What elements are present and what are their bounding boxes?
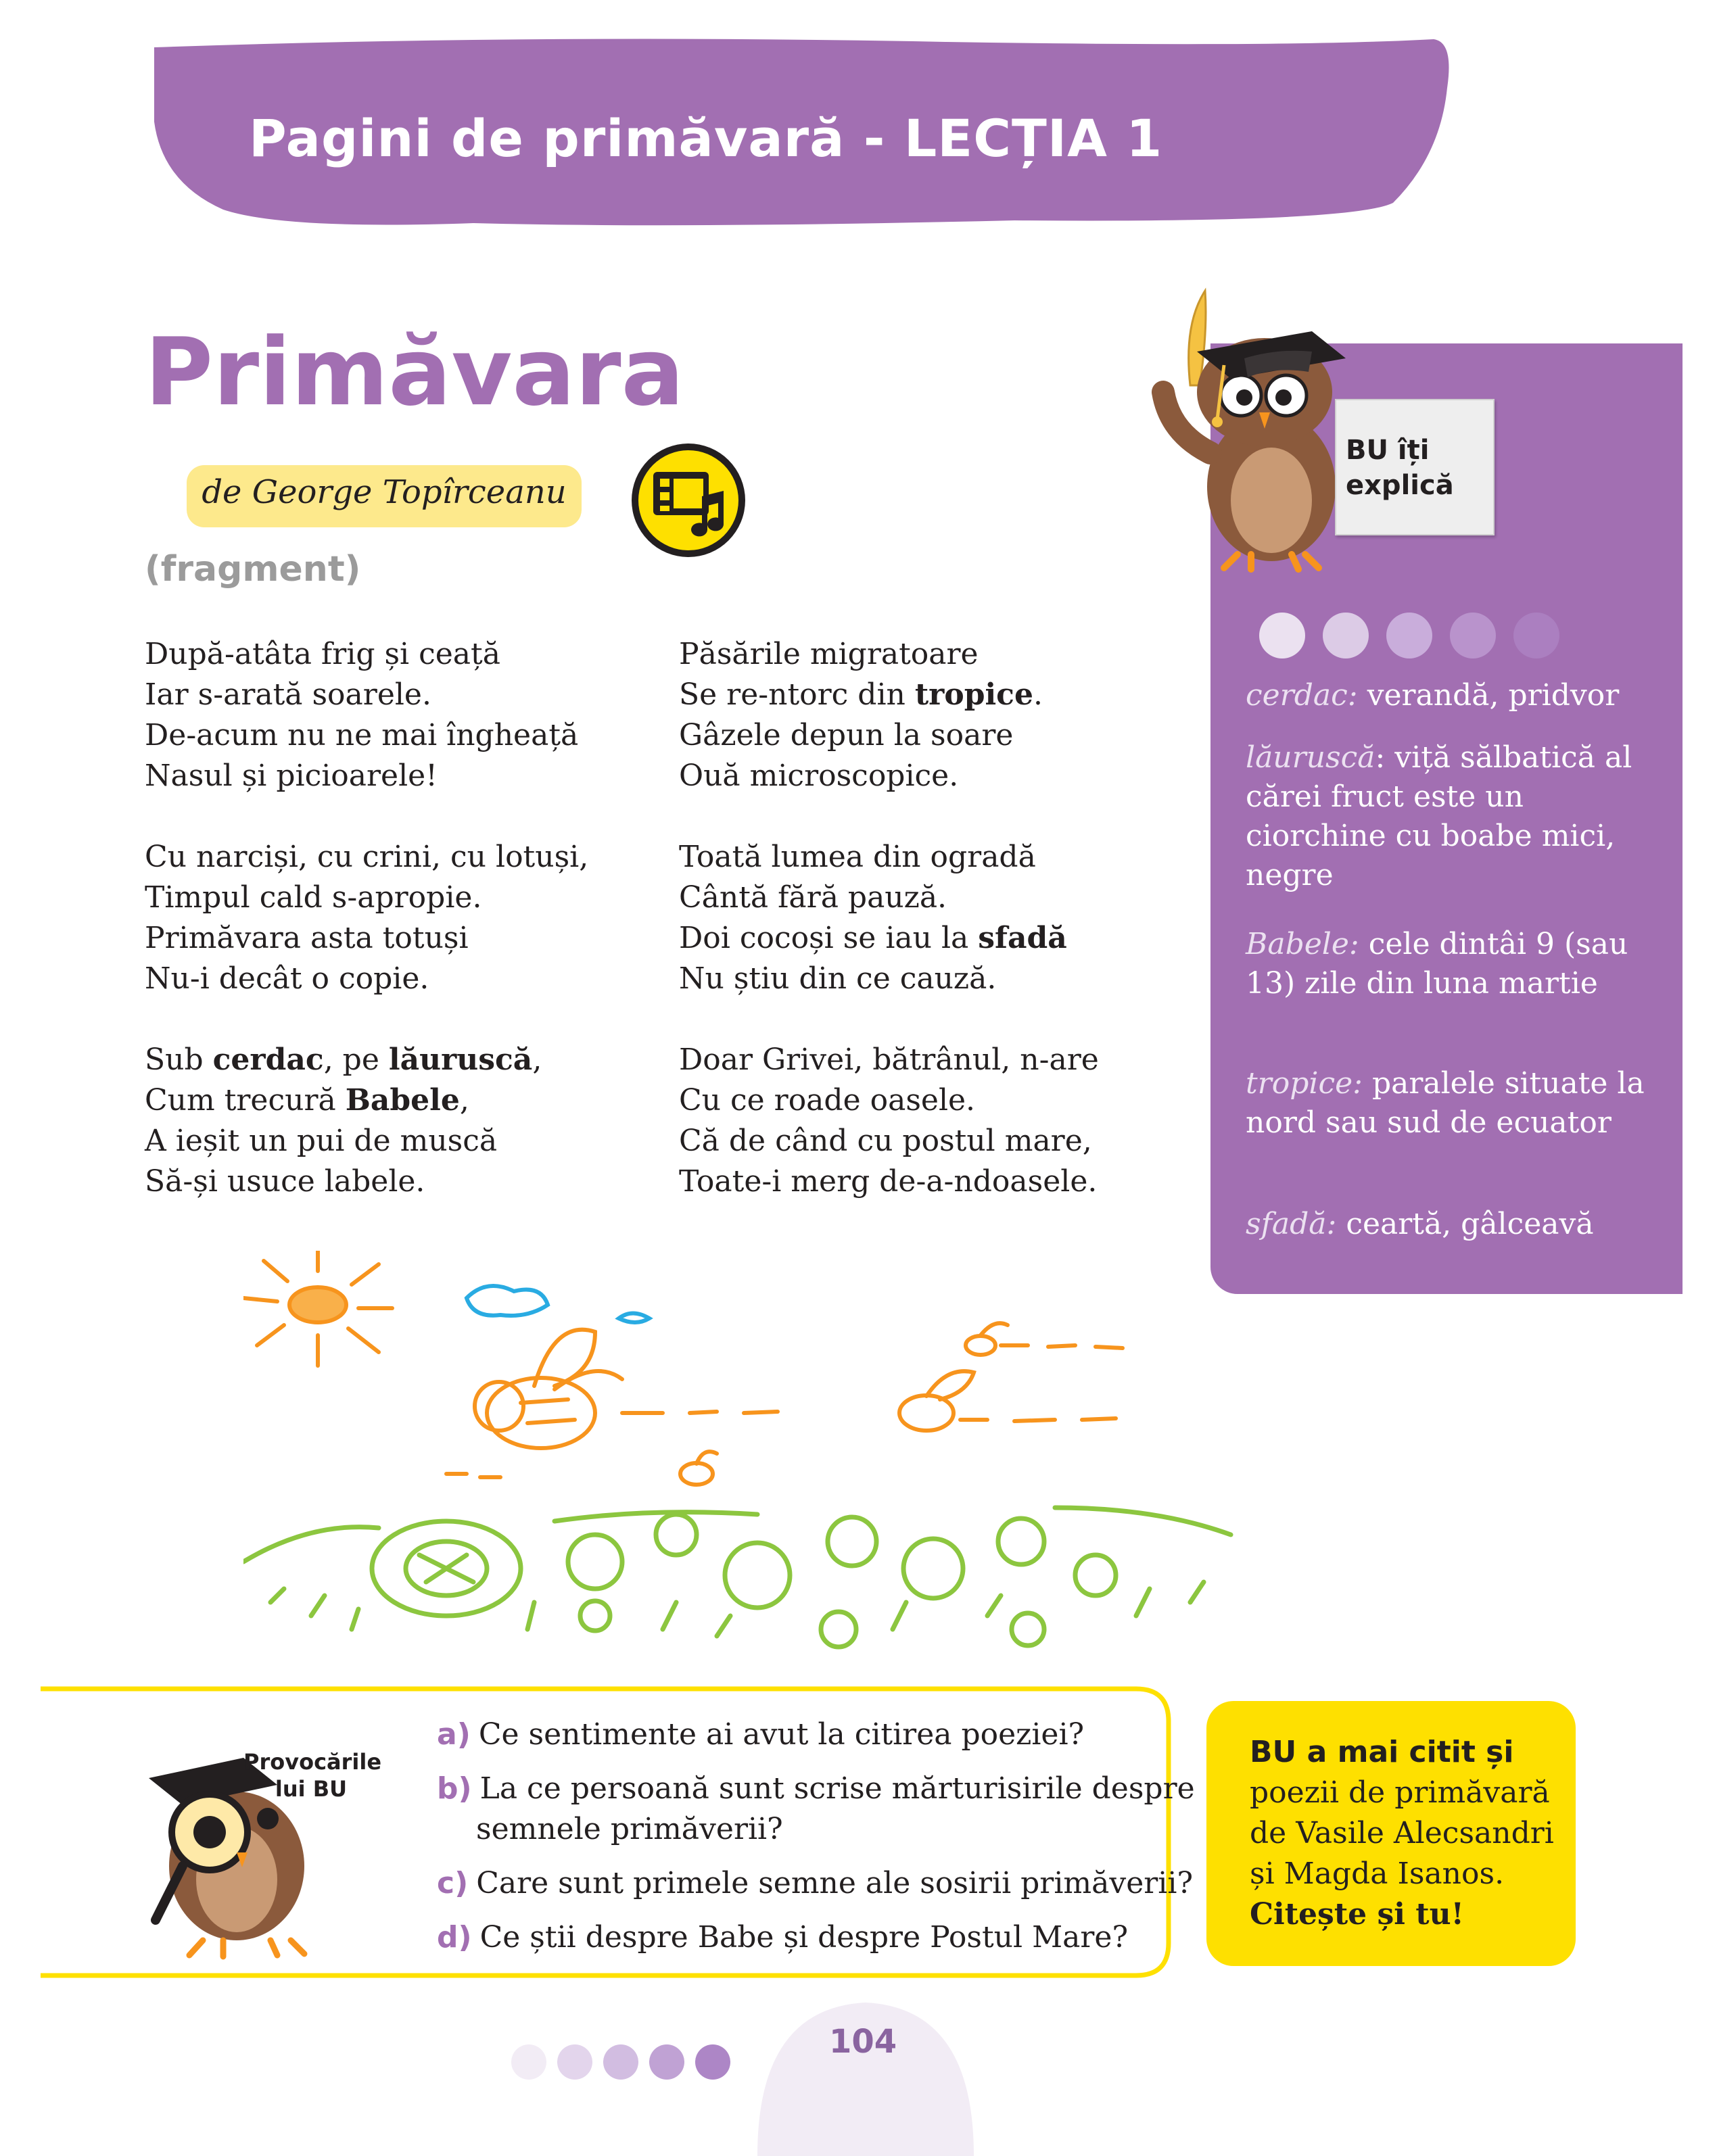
question-letter: c)	[437, 1866, 469, 1900]
poem-line: Sub cerdac, pe lăuruscă,	[145, 1043, 542, 1077]
glossary-entry: Babele: cele dintâi 9 (sau 13) zile din luna martie	[1246, 927, 1628, 1001]
lesson-title: Pagini de primăvară - LECȚIA 1	[249, 108, 1163, 168]
challenges-badge: Provocările lui BU	[243, 1749, 382, 1802]
stanza-3	[145, 1040, 542, 1202]
poem-line: Nasul și picioarele!	[145, 759, 438, 793]
glossed-word: lăuruscă	[388, 1043, 533, 1077]
poem-line: Doi cocoși se iau la sfadă	[679, 921, 1067, 955]
stanza-6	[679, 1040, 1099, 1202]
stanza-4	[679, 634, 1043, 796]
poem-line: De-acum nu ne mai îngheață	[145, 718, 579, 752]
poem-line: Timpul cald s-apropie.	[145, 880, 482, 915]
decorative-dots	[1258, 611, 1569, 658]
glossed-word: sfadă	[978, 921, 1067, 955]
poem-title: Primăvara	[145, 318, 684, 427]
poem-line: Primăvara asta totuși	[145, 921, 469, 955]
poem-line: Gâzele depun la soare	[679, 718, 1014, 752]
question-c: c) Care sunt primele semne ale sosirii primăverii?	[437, 1866, 1194, 1900]
stanza-2	[145, 837, 588, 999]
poem-line: Nu știu din ce cauză.	[679, 961, 997, 996]
stanza-1	[145, 634, 578, 796]
poem-line: Ouă microscopice.	[679, 759, 959, 793]
question-letter: d)	[437, 1920, 472, 1955]
glossary-entry: tropice: paralele situate la nord sau sud de ecuator	[1246, 1066, 1645, 1140]
glossary-entry: lăuruscă: viță sălbatică al cărei fruct este un ciorchine cu boabe mici, negre	[1246, 740, 1632, 892]
glossed-word: tropice	[914, 677, 1033, 712]
poem-line: Cu ce roade oasele.	[679, 1083, 976, 1118]
poem-line: Păsările migratoare	[679, 637, 979, 671]
poem-line: După-atâta frig și ceață	[145, 637, 500, 671]
poem-line: Să-și usuce labele.	[145, 1164, 425, 1199]
spring-doodle-illustration	[243, 1251, 1258, 1670]
reading-heading: BU a mai citit și	[1250, 1735, 1514, 1769]
reading-cta: Citește și tu!	[1250, 1897, 1464, 1932]
poem-line: Iar s-arată soarele.	[145, 677, 431, 712]
poem-line: Cântă fără pauză.	[679, 880, 947, 915]
poem-line: Cum trecură Babele,	[145, 1083, 469, 1118]
bu-explains-label: BU îți explică	[1346, 435, 1454, 501]
glossed-word: cerdac	[212, 1043, 324, 1077]
glossary-entry: sfadă: ceartă, gâlceavă	[1246, 1207, 1594, 1241]
stanza-5	[679, 837, 1067, 999]
question-letter: b)	[437, 1771, 472, 1806]
poem-line: Cu narciși, cu crini, cu lotuși,	[145, 840, 589, 874]
poem-line: Toate-i merg de-a-ndoasele.	[679, 1164, 1098, 1199]
page-footer	[500, 1988, 987, 2156]
glossed-word: Babele	[345, 1083, 460, 1118]
poem-line: A ieșit un pui de muscă	[145, 1124, 498, 1158]
poem-line: Nu-i decât o copie.	[145, 961, 429, 996]
poem-line: Că de când cu postul mare,	[679, 1124, 1092, 1158]
poem-line: Doar Grivei, bătrânul, n-are	[679, 1043, 1099, 1077]
fragment-note: (fragment)	[145, 549, 361, 590]
glossary-entry: cerdac: verandă, pridvor	[1246, 678, 1620, 713]
poem-line: Toată lumea din ogradă	[679, 840, 1036, 874]
poem-line: Se re-ntorc din tropice.	[679, 677, 1043, 712]
question-b: b) La ce persoană sunt scrise mărturisirile despre semnele primăverii?	[437, 1771, 1195, 1846]
page-number: 104	[829, 2023, 897, 2061]
film-music-icon[interactable]	[629, 441, 748, 560]
reading-body: poezii de primăvară de Vasile Alecsandri și Magda Isanos.	[1250, 1775, 1554, 1891]
question-a: a) Ce sentimente ai avut la citirea poeziei?	[437, 1717, 1085, 1752]
question-letter: a)	[437, 1717, 471, 1752]
question-d: d) Ce știi despre Babe și despre Postul Mare?	[437, 1920, 1129, 1955]
reading-recommendation	[1250, 1732, 1561, 1935]
poem-author: de George Topîrceanu	[202, 473, 567, 511]
